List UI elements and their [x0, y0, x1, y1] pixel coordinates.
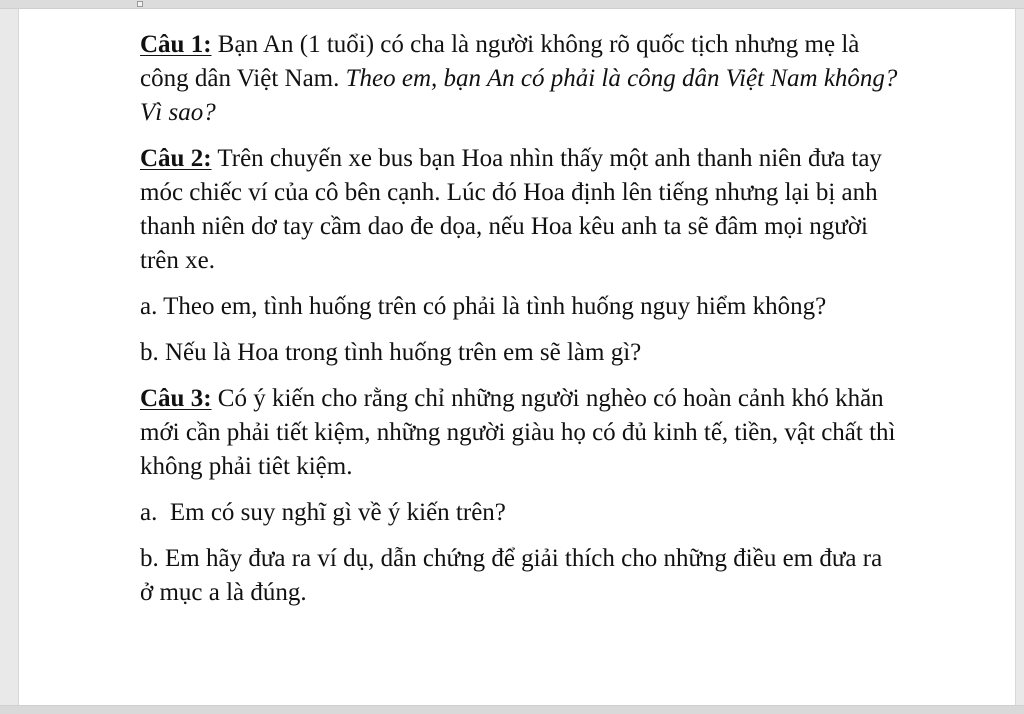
question-2: [140, 142, 900, 278]
bottom-strip: [0, 705, 1024, 714]
question-1-label: Câu 1:: [140, 31, 212, 58]
top-ruler: [0, 0, 1024, 9]
question-1-text: Bạn An (1 tuổi) có cha là người không rõ quốc tịch nhưng mẹ là công dân Việt Nam.: [140, 31, 866, 92]
question-3-label: Câu 3:: [140, 385, 212, 412]
question-2-text: Trên chuyến xe bus bạn Hoa nhìn thấy một anh thanh niên đưa tay móc chiếc ví của cô bên cạnh. Lúc đó Hoa định lên tiếng nhưng lại bị anh thanh niên dơ tay cầm dao đe dọa, nếu Hoa kêu anh ta sẽ đâm mọi người trên xe.: [140, 145, 889, 274]
document-body: [140, 28, 904, 622]
question-3: [140, 382, 900, 484]
question-3-text: Có ý kiến cho rằng chỉ những người nghèo có hoàn cảnh khó khăn mới cần phải tiết kiệm, những người giàu họ có đủ kinh tế, tiền, vật chất thì không phải tiêt kiệm.: [140, 385, 902, 480]
document-page: [18, 9, 1016, 705]
question-3-item-a: a. Em có suy nghĩ gì về ý kiến trên?: [140, 499, 506, 526]
question-2-item-b: b. Nếu là Hoa trong tình huống trên em sẽ làm gì?: [140, 339, 642, 366]
question-3-item-b: b. Em hãy đưa ra ví dụ, dẫn chứng để giải thích cho những điều em đưa ra ở mục a là đúng.: [140, 545, 889, 606]
question-2-label: Câu 2:: [140, 145, 212, 172]
question-1: [140, 28, 904, 130]
question-1-italic-text: Theo em, bạn An có phải là công dân Việt Nam không? Vì sao?: [140, 65, 904, 126]
ruler-marker: [137, 1, 143, 7]
question-2-item-a: a. Theo em, tình huống trên có phải là tình huống nguy hiểm không?: [140, 293, 827, 320]
